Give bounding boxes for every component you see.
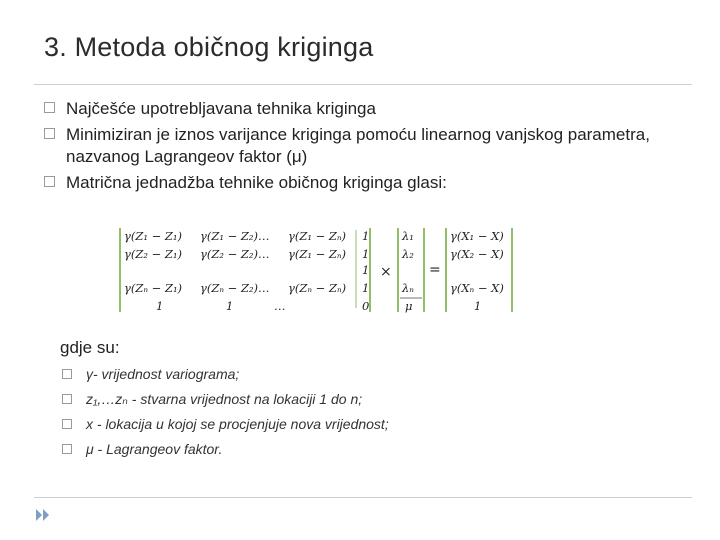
matrix-cell: γ(Z₂ − Z₁) [124,247,182,261]
right-vector-cell: γ(Xₙ − X) [450,281,504,295]
checkbox-bullet-icon [44,176,55,187]
matrix-cell: … [274,299,286,313]
equals-sign: = [429,262,441,278]
nav-arrow-icon [43,509,49,521]
matrix-cell: 0 [362,299,370,313]
checkbox-bullet-icon [62,394,72,404]
bullet-item: Matrična jednadžba tehnike običnog kriginga glasi: [44,172,694,194]
matrix-cell: 1 [362,263,370,277]
definition-item: x - lokacija u kojoj se procjenjuje nova vrijednost; [62,414,389,434]
matrix-cell: γ(Zₙ − Zₙ) [288,281,347,295]
matrix-cell: γ(Zₙ − Z₁) [124,281,183,295]
lambda-cell: λ₂ [402,247,414,261]
right-vector-cell: γ(X₂ − X) [450,247,504,261]
matrix-cell: γ(Z₁ − Zₙ) [288,229,347,243]
checkbox-bullet-icon [44,102,55,113]
bullet-item: Najčešće upotrebljavana tehnika kriginga [44,98,694,120]
matrix-cell: 1 [156,299,164,313]
lambda-cell: μ [405,299,413,313]
matrix-cell: 1 [362,247,370,261]
right-vector-cell: 1 [474,299,482,313]
matrix-cell: 1 [362,281,370,295]
nav-arrow-icon [36,509,42,521]
matrix-cell: 1 [362,229,370,243]
definition-item: μ - Lagrangeov faktor. [62,439,389,459]
lambda-cell: λₙ [402,281,414,295]
title-divider [34,84,692,85]
matrix-cell: γ(Z₁ − Z₂)… [200,229,270,243]
bullet-list [44,98,694,198]
definitions-list [62,364,389,464]
matrix-cell: γ(Z₂ − Z₂)… [200,247,270,261]
definition-item: z₁,…zₙ - stvarna vrijednost na lokaciji 1 do n; [62,389,389,409]
definition-item: γ- vrijednost variograma; [62,364,389,384]
times-sign: × [380,264,392,280]
footer-divider [34,497,692,498]
checkbox-bullet-icon [62,444,72,454]
matrix-cell: γ(Zₙ − Z₂)… [200,281,270,295]
slide-title: 3. Metoda običnog kriginga [44,32,374,62]
matrix-cell: 1 [226,299,234,313]
kriging-matrix-equation [116,226,536,318]
definitions-heading: gdje su: [60,338,120,357]
bullet-item: Minimiziran je iznos varijance kriginga pomoću linearnog vanjskog parametra, nazvanog Lagrangeov faktor (μ) [44,124,694,168]
right-vector-cell: γ(X₁ − X) [450,229,504,243]
checkbox-bullet-icon [44,128,55,139]
matrix-cell: γ(Z₁ − Z₁) [124,229,182,243]
checkbox-bullet-icon [62,419,72,429]
slide-nav-arrows-icon[interactable] [34,508,58,522]
matrix-cell: γ(Z₁ − Zₙ) [288,247,347,261]
checkbox-bullet-icon [62,369,72,379]
lambda-cell: λ₁ [402,229,414,243]
